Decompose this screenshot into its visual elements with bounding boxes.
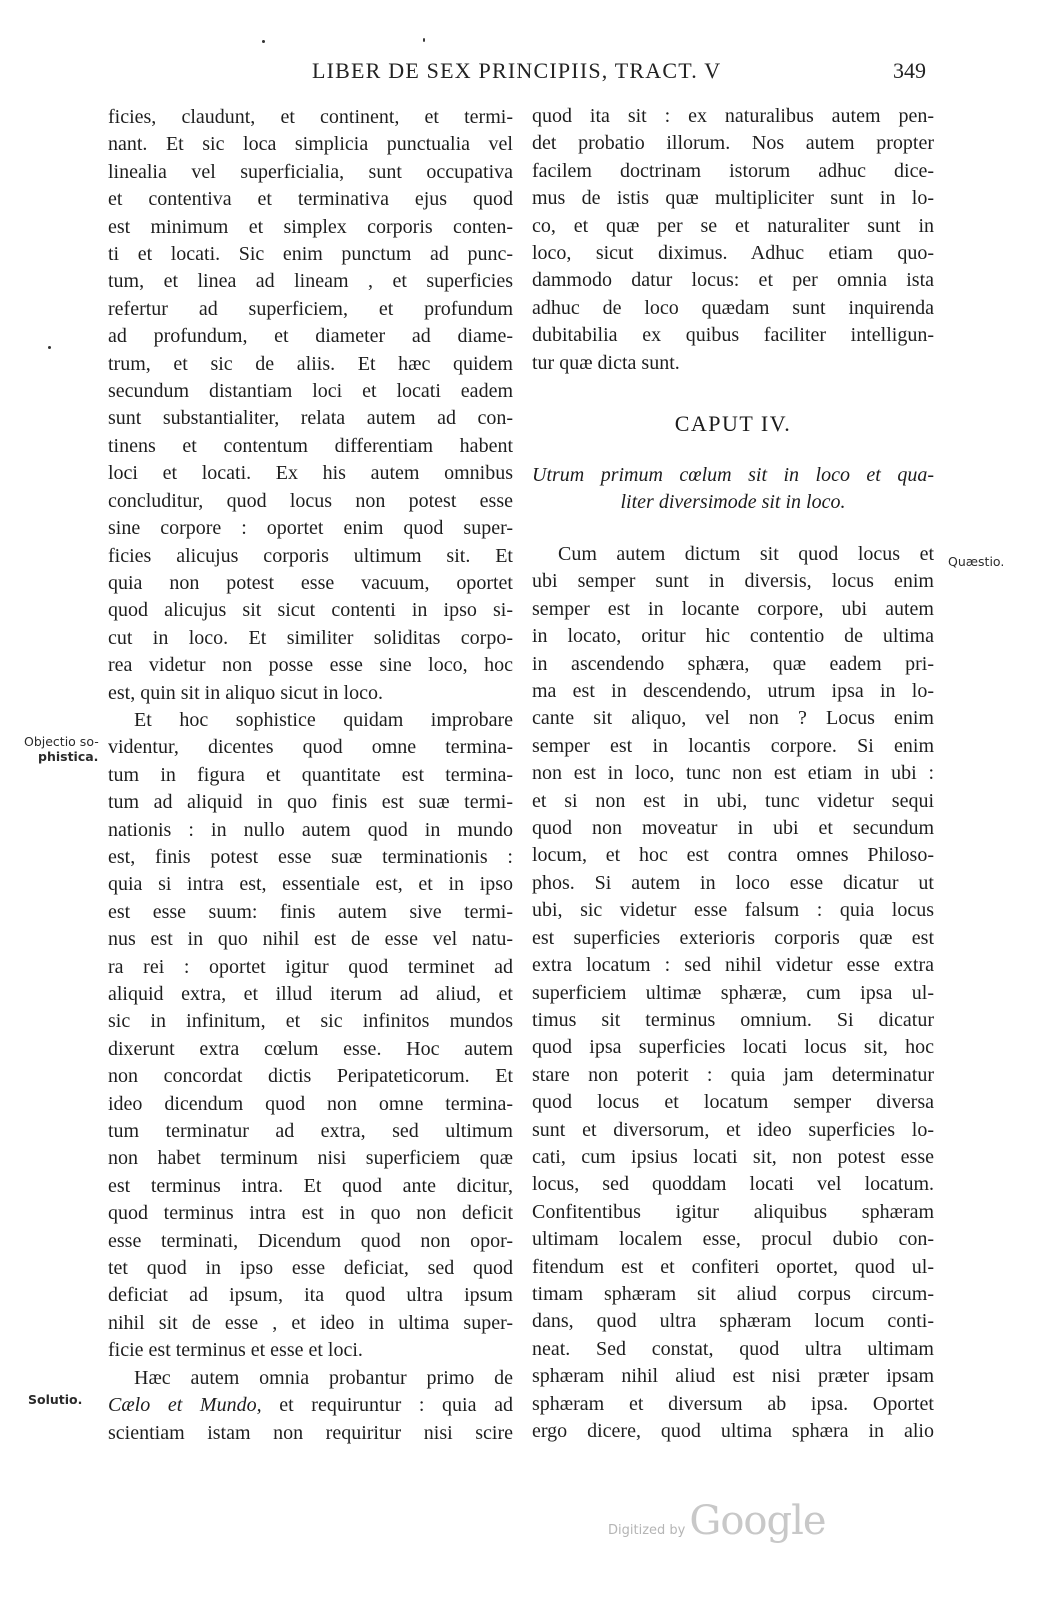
scan-speck bbox=[423, 38, 425, 42]
text-line: non habet terminum nisi superficiem quæ bbox=[108, 1147, 513, 1170]
margin-note-solutio: Solutio. bbox=[28, 1392, 83, 1407]
text-line: ficie est terminus et esse et loci. bbox=[108, 1339, 363, 1362]
margin-note-objectio bbox=[24, 734, 99, 764]
scan-speck bbox=[48, 346, 51, 349]
text-line: loci et locati. Ex his autem omnibus bbox=[108, 462, 513, 485]
text-line: sic in infinitum, et sic infinitos mundos bbox=[108, 1010, 513, 1033]
text-line: esse terminati, Dicendum quod non opor- bbox=[108, 1229, 513, 1252]
text-line: non concordat dictis Peripateticorum. Et bbox=[108, 1065, 513, 1088]
text-line: ficies alicujus corporis ultimum sit. Et bbox=[108, 544, 513, 567]
text-line: semper est in locante corpore, ubi autem bbox=[532, 597, 934, 620]
left-paragraph-2 bbox=[108, 707, 513, 1365]
text-line: quod terminus intra est in quo non deficit bbox=[108, 1202, 513, 1225]
text-line: tum ad aliquid in quo finis est suæ termi- bbox=[108, 791, 513, 814]
digitized-watermark bbox=[608, 1498, 826, 1544]
text-line: ti et locati. Sic enim punctum ad punc- bbox=[108, 243, 513, 266]
text-line: quod alicujus sit sicut contenti in ipso si- bbox=[108, 599, 513, 622]
text-line: tinens et contentum differentiam habent bbox=[108, 434, 513, 457]
text-line: in ascendendo sphæra, quæ eadem pri- bbox=[532, 652, 934, 675]
text-line: timus sit terminus omnium. Si dicatur bbox=[532, 1008, 934, 1031]
watermark-prefix: Digitized by bbox=[608, 1523, 686, 1538]
text-line: ma est in descendendo, utrum ipsa in lo- bbox=[532, 680, 934, 703]
text-line: est terminus intra. Et quod ante dicitur, bbox=[108, 1174, 513, 1197]
text-line: ubi, sic videtur esse falsum : quia locus bbox=[532, 899, 934, 922]
text-line: trum, et sic de aliis. Et hæc quidem bbox=[108, 352, 513, 375]
text-line: ra rei : oportet igitur quod terminet ad bbox=[108, 955, 513, 978]
text-line: dammodo datur locus: et per omnia ista bbox=[532, 269, 934, 292]
text-line: concluditur, quod locus non potest esse bbox=[108, 489, 513, 512]
margin-note-line: phistica. bbox=[38, 749, 99, 764]
page-number: 349 bbox=[893, 58, 926, 83]
text-line: refertur ad superficiem, et profundum bbox=[108, 297, 513, 320]
text-line: quod locus et locatum semper diversa bbox=[532, 1091, 934, 1114]
text-line: cante sit aliquo, vel non ? Locus enim bbox=[532, 707, 934, 730]
text-line: Cum autem dictum sit quod locus et bbox=[558, 543, 934, 565]
scan-speck bbox=[262, 40, 265, 43]
text-line: nationis : in nullo autem quod in mundo bbox=[108, 818, 513, 841]
text-line: locum, et hoc est contra omnes Philoso- bbox=[532, 844, 934, 867]
text-line: extra locatum : sed nihil videtur esse extra bbox=[532, 954, 934, 977]
text-line: nihil sit de esse , et ideo in ultima super- bbox=[108, 1311, 513, 1334]
text-line: phos. Si autem in loco esse dicatur ut bbox=[532, 871, 934, 894]
text-line: scientiam istam non requiritur nisi scire bbox=[108, 1421, 513, 1444]
text-line: tum in figura et quantitate est termina- bbox=[108, 763, 513, 786]
text-line: cut in loco. Et similiter soliditas corpo- bbox=[108, 626, 513, 649]
text-line: locus, sed quoddam locati vel locatum. bbox=[532, 1173, 934, 1196]
text-line: adhuc de loco quædam sunt inquirenda bbox=[532, 296, 934, 319]
text-line: co, et quæ per se et naturaliter sunt in bbox=[532, 214, 934, 237]
text-line: neat. Sed constat, quod ultra ultimam bbox=[532, 1337, 934, 1360]
text-line: superficiem ultimæ sphæræ, cum ipsa ul- bbox=[532, 981, 934, 1004]
text-line: nant. Et sic loca simplicia punctualia vel bbox=[108, 133, 513, 156]
right-column-upper bbox=[532, 103, 934, 377]
text-line: linealia vel superficialia, sunt occupativa bbox=[108, 160, 513, 183]
text-line: dixerunt extra cœlum esse. Hoc autem bbox=[108, 1037, 513, 1060]
text-line bbox=[108, 1392, 513, 1419]
right-column-lower bbox=[532, 541, 934, 1445]
text-line: Confitentibus igitur aliquibus sphæram bbox=[532, 1200, 934, 1223]
chapter-heading: CAPUT IV. bbox=[674, 411, 792, 436]
chapter-subtitle-line: Utrum primum cœlum sit in loco et qua- bbox=[532, 464, 934, 486]
text-line: loco, sicut diximus. Adhuc etiam quo- bbox=[532, 242, 934, 265]
text-line: in locato, oritur hic contentio de ultima bbox=[532, 625, 934, 648]
text-line: et si non est in ubi, tunc videtur sequi bbox=[532, 789, 934, 812]
chapter-subtitle-line: liter diversimode sit in loco. bbox=[620, 491, 846, 513]
text-line: Et hoc sophistice quidam improbare bbox=[134, 708, 513, 731]
text-line: det probatio illorum. Nos autem propter bbox=[532, 132, 934, 155]
text-line: semper est in locantis corpore. Si enim bbox=[532, 734, 934, 757]
text-line: est, quin sit in aliquo sicut in loco. bbox=[108, 681, 383, 704]
text-line: fitendum est et confiteri oportet, quod ul- bbox=[532, 1255, 934, 1278]
text-line: quod non moveatur in ubi et secundum bbox=[532, 817, 934, 840]
google-logo: Google bbox=[689, 1498, 826, 1544]
left-column bbox=[108, 104, 513, 1447]
text-line: tum, et linea ad lineam , et superficies bbox=[108, 270, 513, 293]
left-paragraph-1 bbox=[108, 104, 513, 707]
text-line: dans, quod ultra sphæram locum conti- bbox=[532, 1310, 934, 1333]
text-line: est esse suum: finis autem sive termi- bbox=[108, 900, 513, 923]
text-line: mus de istis quæ multipliciter sunt in lo- bbox=[532, 187, 934, 210]
text-line: quia non potest esse vacuum, oportet bbox=[108, 571, 513, 594]
text-line: non est in loco, tunc non est etiam in ubi : bbox=[532, 762, 934, 785]
text-line: ultimam localem esse, procul dubio con- bbox=[532, 1228, 934, 1251]
text-line: sphæram et diversum ab ipsa. Oportet bbox=[532, 1392, 934, 1415]
text-line: nus est in quo nihil est de esse vel natu- bbox=[108, 928, 513, 951]
text-line: sunt substantialiter, relata autem ad con- bbox=[108, 407, 513, 430]
text-line: ergo dicere, quod ultima sphæra in alio bbox=[532, 1420, 934, 1442]
margin-note-line: Objectio so- bbox=[24, 734, 99, 749]
text-line: quod ipsa superficies locati locus sit, hoc bbox=[532, 1036, 934, 1059]
chapter-subtitle bbox=[532, 462, 934, 516]
text-line: sine corpore : oportet enim quod super- bbox=[108, 517, 513, 540]
text-line: stare non poterit : quia jam determinatur bbox=[532, 1063, 934, 1086]
text-line: timam sphæram sit aliud corpus circum- bbox=[532, 1282, 934, 1305]
running-title: LIBER DE SEX PRINCIPIIS, TRACT. V bbox=[312, 58, 722, 83]
text-line: secundum distantiam loci et locati eadem bbox=[108, 380, 513, 403]
text-fragment: et requiruntur : quia ad bbox=[261, 1394, 513, 1417]
text-line: tet quod in ipso esse deficiat, sed quod bbox=[108, 1257, 513, 1280]
text-line: est superficies exterioris corporis quæ est bbox=[532, 926, 934, 949]
text-line: deficiat ad ipsum, ita quod ultra ipsum bbox=[108, 1284, 513, 1307]
text-line: sunt et diversorum, et ideo superficies lo- bbox=[532, 1118, 934, 1141]
text-line: rea videtur non posse esse sine loco, hoc bbox=[108, 654, 513, 677]
text-line: aliquid extra, et illud iterum ad aliud, et bbox=[108, 983, 513, 1005]
text-line: quod ita sit : ex naturalibus autem pen- bbox=[532, 105, 934, 127]
text-line: dubitabilia ex quibus faciliter intelligun- bbox=[532, 324, 934, 347]
left-paragraph-3 bbox=[108, 1365, 513, 1447]
text-line: ad profundum, et diameter ad diame- bbox=[108, 325, 513, 348]
text-line: ficies, claudunt, et continent, et termi- bbox=[108, 106, 513, 128]
book-title-italic: Cælo et Mundo, bbox=[108, 1394, 262, 1417]
text-line: facilem doctrinam istorum adhuc dice- bbox=[532, 159, 934, 182]
text-line: ideo dicendum quod non omne termina- bbox=[108, 1092, 513, 1115]
text-line: ubi semper sunt in diversis, locus enim bbox=[532, 570, 934, 593]
text-line: est, finis potest esse suæ terminationis : bbox=[108, 845, 513, 868]
text-line: et contentiva et terminativa ejus quod bbox=[108, 188, 513, 211]
text-line: tur quæ dicta sunt. bbox=[532, 351, 680, 374]
text-line: quia si intra est, essentiale est, et in ipso bbox=[108, 873, 513, 896]
text-line: sphæram nihil aliud est nisi præter ipsam bbox=[532, 1365, 934, 1388]
text-line: Hæc autem omnia probantur primo de bbox=[134, 1366, 513, 1389]
text-line: est minimum et simplex corporis conten- bbox=[108, 215, 513, 238]
text-line: cati, cum ipsius locati sit, non potest esse bbox=[532, 1145, 934, 1168]
text-line: videntur, dicentes quod omne termina- bbox=[108, 736, 513, 759]
text-line: tum terminatur ad extra, sed ultimum bbox=[108, 1120, 513, 1143]
margin-note-quaestio: Quæstio. bbox=[948, 554, 1005, 569]
